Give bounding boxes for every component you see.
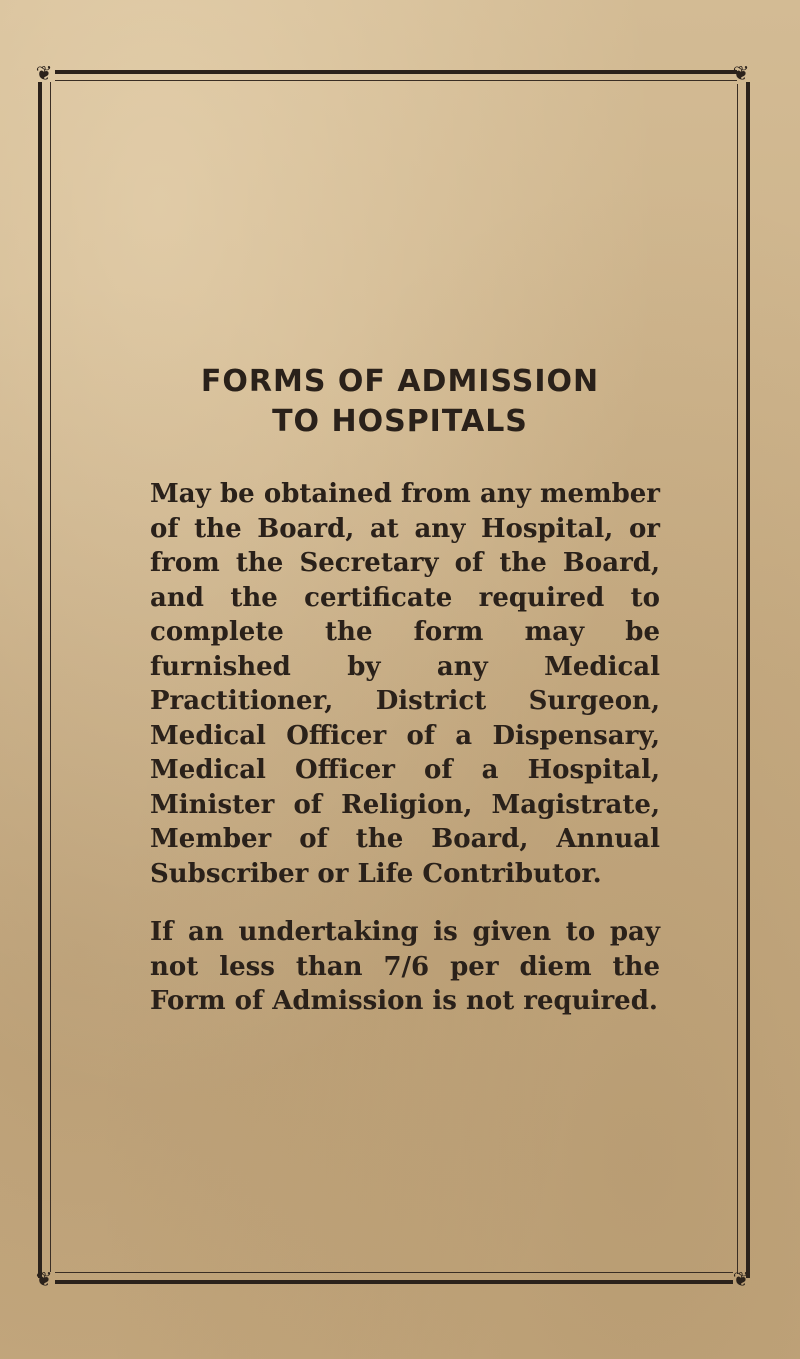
page-title (150, 362, 650, 442)
corner-ornament-icon: ❦ (732, 61, 750, 85)
paragraph-undertaking: If an undertaking is given to pay not less than 7/6 per diem the Form of Admission is not required. (150, 917, 660, 1016)
border-top-inner-rule (55, 80, 737, 81)
border-right-rule (746, 82, 750, 1278)
corner-ornament-icon: ❦ (35, 61, 53, 85)
border-top-rule (55, 70, 737, 74)
corner-ornament-icon: ❦ (732, 1267, 750, 1291)
border-bottom-inner-rule (55, 1272, 733, 1273)
title-line-2: TO HOSPITALS (272, 404, 528, 439)
corner-ornament-icon: ❦ (35, 1267, 53, 1291)
border-bottom-rule (55, 1280, 733, 1284)
border-left-rule (38, 82, 42, 1278)
border-right-inner-rule (737, 84, 738, 1274)
title-line-1: FORMS OF ADMISSION (200, 364, 600, 399)
border-left-inner-rule (50, 82, 51, 1272)
paragraph-obtaining-forms: May be obtained from any member of the Board, at any Hospital, or from the Secretary of the Board, and the certificate required to complete the form may be furnished by any Medical Practitioner, District Surgeon, Medical Officer of a Dispensary, Medical Officer of a Hospital, Minister of Religion, Magistrate, Member of the Board, Annual Subscriber or Life Contributor. (150, 479, 660, 889)
